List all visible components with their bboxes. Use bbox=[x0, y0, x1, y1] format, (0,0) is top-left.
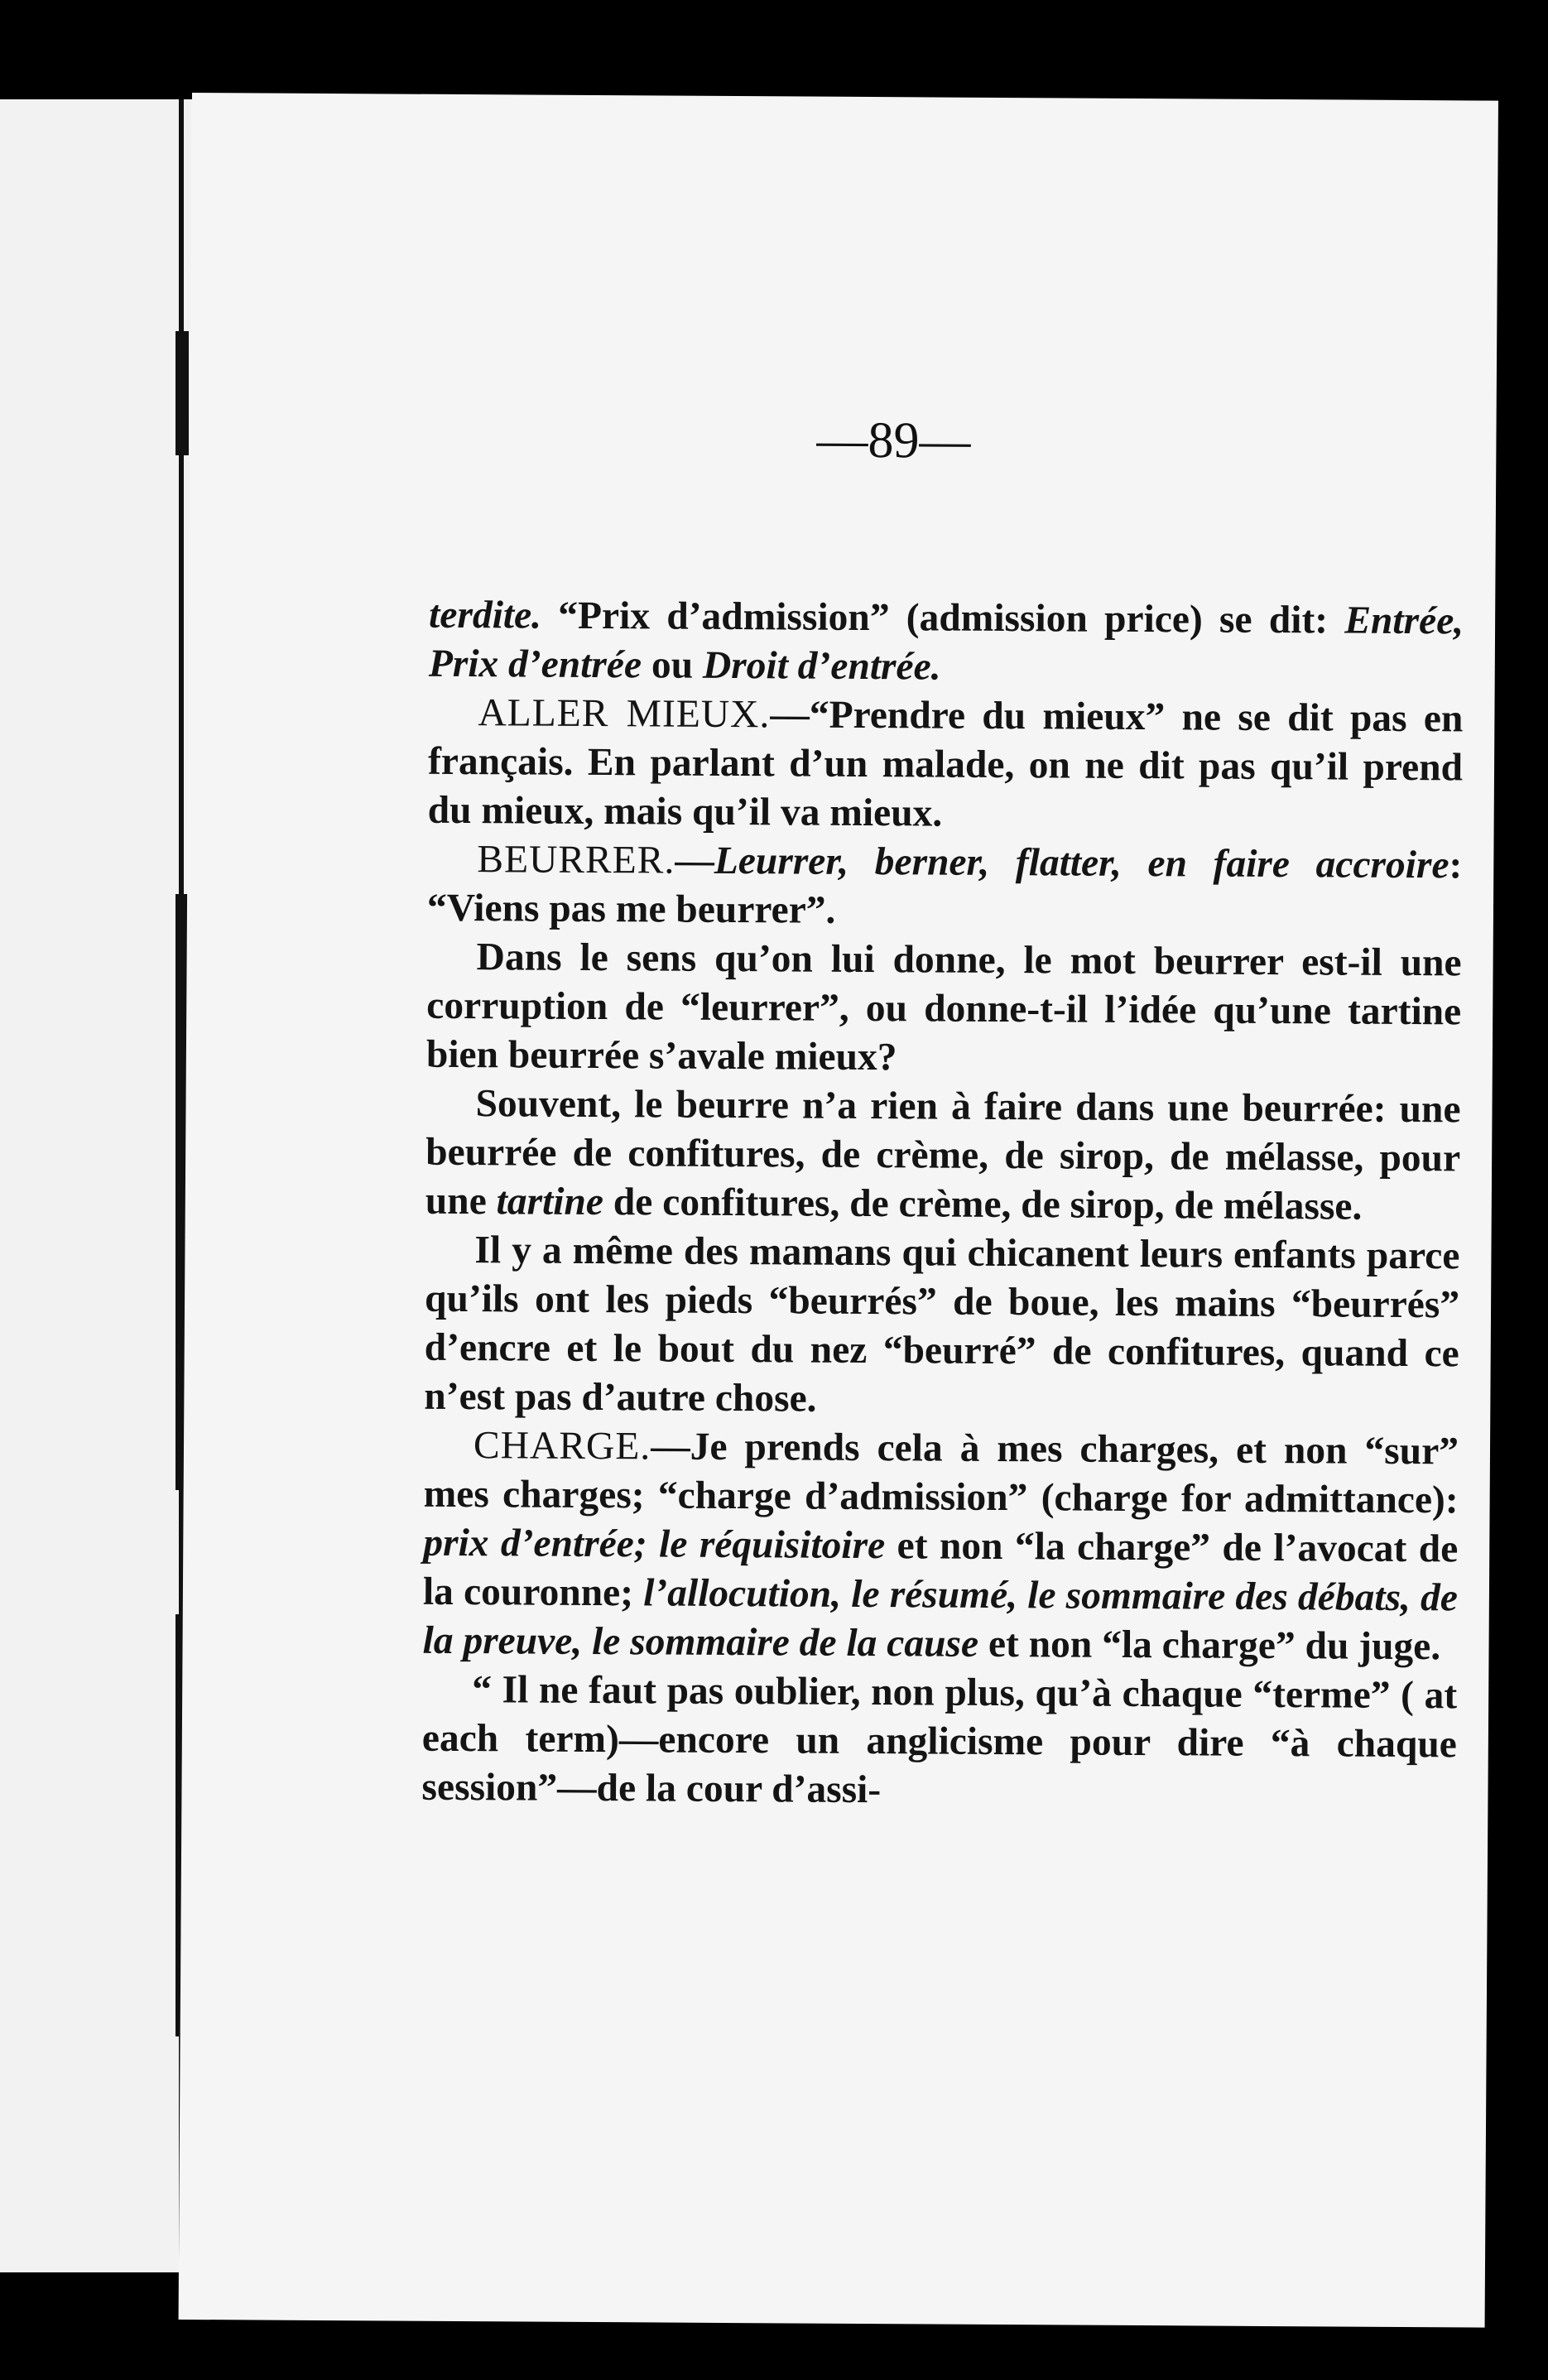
book-page bbox=[179, 93, 1498, 2328]
binding-mark bbox=[175, 331, 189, 455]
text-run: ou bbox=[641, 643, 704, 687]
text-run: : “Viens pas me beurrer”. bbox=[426, 844, 1463, 932]
text-run: Il y a même des mamans qui chicanent leurs enfants parce qu’ils ont les pieds “beurrés” de boue, les mains “beurrés” d’encre et le bout du nez “beurré” de confitures, quand ce n’est pas d’autre chose. bbox=[424, 1228, 1460, 1421]
paragraph bbox=[421, 1666, 1457, 1819]
text-run: de confitures, de crème, de sirop, de mélasse. bbox=[603, 1180, 1363, 1228]
entry-term: CHARGE. bbox=[473, 1424, 651, 1469]
page-number: —89— bbox=[816, 411, 971, 469]
italic-text: prix d’entrée; le réquisitoire bbox=[423, 1521, 886, 1568]
italic-text: Entrée, Prix d’entrée bbox=[428, 599, 1464, 687]
text-run: Souvent, le beurre n’a rien à faire dans une beurrée: une beurrée de confitures, de crème, de sirop, de mélasse, pour une bbox=[425, 1082, 1461, 1224]
paragraph bbox=[428, 689, 1464, 842]
paragraph bbox=[424, 1226, 1459, 1428]
text-run: et non “la charge” du juge. bbox=[978, 1622, 1441, 1669]
page-body-text bbox=[421, 591, 1464, 1819]
paragraph bbox=[426, 933, 1462, 1086]
italic-text: Droit d’entrée. bbox=[702, 643, 941, 689]
text-run: “Prix d’admission” (admission price) se dit: bbox=[541, 594, 1345, 642]
text-run: et non “la charge” de l’avocat de la couronne; bbox=[422, 1524, 1459, 1615]
text-run: — bbox=[675, 839, 714, 882]
paragraph bbox=[422, 1421, 1459, 1672]
paragraph bbox=[427, 835, 1463, 940]
entry-term: BEURRER. bbox=[477, 838, 675, 882]
facing-page-edge bbox=[0, 99, 192, 2272]
italic-text: tartine bbox=[496, 1180, 604, 1224]
paragraph bbox=[429, 591, 1464, 695]
text-run: Dans le sens qu’on lui donne, le mot beurrer est-il une corruption de “leurrer”, ou donne-t-il l’idée qu’une tartine bien beurrée s’avale mieux? bbox=[425, 935, 1462, 1079]
paragraph bbox=[425, 1079, 1461, 1233]
text-run: —“Prendre du mieux” ne se dit pas en français. En parlant d’un malade, on ne dit pas qu’il prend du mieux, mais qu’il va mieux. bbox=[427, 693, 1464, 835]
text-run: —Je prends cela à mes charges, et non “sur” mes charges; “charge d’admission” (charge for admittance): bbox=[423, 1425, 1459, 1522]
text-run: “ Il ne faut pas oublier, non plus, qu’à chaque “terme” ( at each term)—encore un anglicisme pour dire “à chaque session”—de la cour d’assi- bbox=[421, 1668, 1458, 1812]
italic-text: l’allocution, le résumé, le sommaire des débats, de la preuve, le sommaire de la cause bbox=[422, 1571, 1459, 1666]
italic-text: Leurrer, berner, flatter, en faire accroire bbox=[714, 839, 1449, 887]
entry-term: ALLER MIEUX. bbox=[478, 691, 771, 737]
italic-text: terdite. bbox=[428, 593, 542, 637]
